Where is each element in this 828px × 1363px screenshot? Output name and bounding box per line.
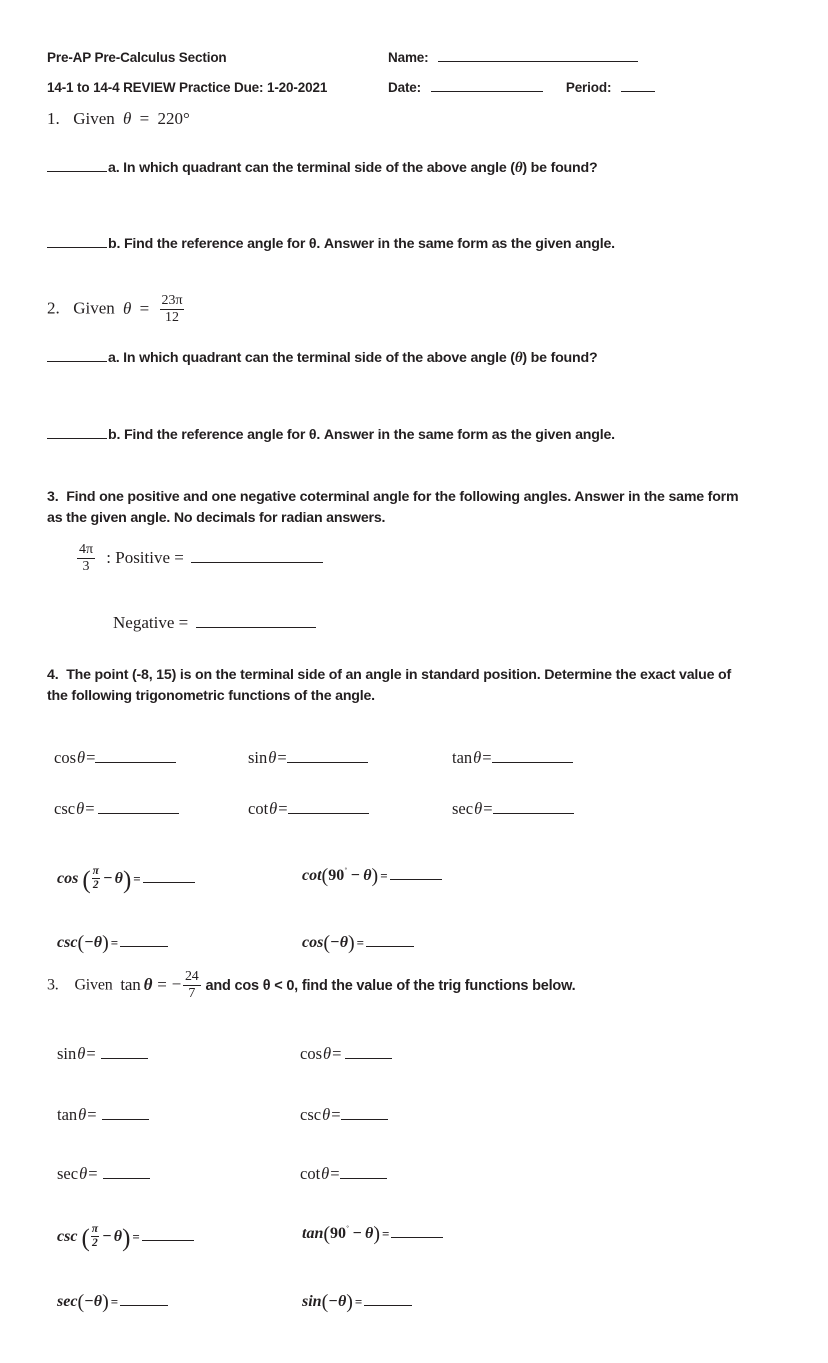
q4-csc-theta: θ (76, 799, 85, 818)
q4-cot-answer-line[interactable] (288, 800, 369, 814)
q4-cof-c-inner: −θ (84, 933, 103, 951)
question-1b-answer-line[interactable] (47, 236, 107, 248)
question-3-prompt-line2: as the given angle. No decimals for radian answers. (47, 509, 386, 526)
question-3-angle-fraction (77, 543, 95, 575)
q4-sec-answer-line[interactable] (493, 800, 574, 814)
question-4-prompt-line2: the following trigonometric functions of the angle. (47, 687, 375, 704)
q5-sec-equals: = (88, 1164, 98, 1183)
q4-tan-theta: θ (473, 748, 482, 767)
q5-cof-a-answer-line[interactable] (142, 1227, 194, 1241)
question-1a-theta: θ (514, 160, 523, 176)
q5-cof-c-func: sec (57, 1292, 78, 1310)
q4-cof-c-equals: = (110, 934, 119, 950)
q4-cof-b-value: 90 (328, 866, 345, 884)
question-3-negative-label: Negative = (113, 613, 189, 632)
q5-cof-b-open-paren: ( (323, 1222, 331, 1245)
question-1-value: 220° (157, 109, 190, 128)
question-2-number: 2. (47, 298, 60, 318)
question-1-equals: = (139, 109, 150, 128)
q4-cos-func: cos (54, 748, 76, 767)
question-4-prompt-line1: The point (-8, 15) is on the terminal side of an angle in standard position. Determine the exact value of (66, 667, 732, 683)
q5-cof-a-func: csc (57, 1227, 78, 1245)
q4-cos-row (54, 748, 176, 768)
q4-sin-answer-line[interactable] (287, 749, 368, 763)
question-1-given (47, 109, 190, 129)
q5-sec-theta: θ (79, 1164, 88, 1183)
q4-cof-b-close-paren: ) (371, 864, 379, 887)
q5-cof-a-fraction (91, 1224, 99, 1249)
q4-cof-a-open-paren: ( (82, 867, 91, 895)
question-2-theta: θ (123, 298, 132, 318)
question-1b (47, 234, 615, 255)
question-2b-answer-line[interactable] (47, 427, 107, 439)
question-2-equals: = (139, 298, 150, 318)
question-2a-answer-line[interactable] (47, 350, 107, 362)
question-3-negative-row (113, 613, 316, 633)
q5-cos-equals: = (332, 1044, 342, 1063)
q4-cof-c-open-paren: ( (77, 931, 85, 954)
q5-cof-a-close-paren: ) (122, 1225, 131, 1253)
q5-cof-d-answer-line[interactable] (364, 1292, 412, 1306)
q5-sec-answer-line[interactable] (103, 1165, 150, 1179)
question-3-negative-answer-line[interactable] (196, 613, 316, 628)
q4-cof-d-open-paren: ( (323, 931, 330, 954)
q4-tan-equals: = (482, 748, 492, 767)
question-5-number: 3. (47, 976, 59, 994)
q4-cof-d-equals: = (356, 934, 365, 950)
q5-cof-c-equals: = (110, 1293, 119, 1309)
question-3-positive-label: : Positive = (106, 547, 184, 567)
question-2-fraction (160, 294, 185, 326)
q4-cof-b-minus: − (350, 866, 361, 884)
q5-sec-func: sec (57, 1164, 79, 1183)
q5-cof-b-close-paren: ) (373, 1222, 381, 1245)
q4-cof-b-answer-line[interactable] (390, 866, 442, 880)
q5-cof-d-open-paren: ( (321, 1290, 329, 1313)
q5-cof-b-answer-line[interactable] (391, 1224, 443, 1238)
q4-cof-b-equals: = (380, 867, 388, 883)
question-2a-theta: θ (514, 350, 523, 366)
q4-csc-equals: = (85, 799, 95, 818)
q5-cot-equals: = (330, 1164, 340, 1183)
q4-sec-theta: θ (474, 799, 483, 818)
q4-cof-c-func: csc (57, 933, 78, 951)
question-2a (47, 348, 597, 370)
q5-sin-row (57, 1044, 148, 1064)
q5-cofunction-csc-complement (57, 1223, 194, 1253)
q5-cos-theta: θ (323, 1044, 332, 1063)
question-3-angle-denominator: 3 (82, 559, 90, 575)
q4-cos-answer-line[interactable] (95, 749, 176, 763)
question-3-number: 3. (47, 489, 59, 505)
question-2a-text: a. In which quadrant can the terminal side of the above angle ( (108, 350, 515, 366)
q4-cof-a-minus: − (102, 869, 113, 887)
q4-csc-func: csc (54, 799, 76, 818)
q5-cof-d-inner: −θ (328, 1292, 347, 1310)
q5-cof-c-open-paren: ( (77, 1290, 85, 1313)
q4-sin-theta: θ (268, 748, 277, 767)
q5-cof-b-minus: − (352, 1224, 363, 1242)
q5-cos-func: cos (300, 1044, 322, 1063)
q4-tan-answer-line[interactable] (492, 749, 573, 763)
question-2b (47, 425, 615, 446)
q4-cofunction-cot-complement (302, 866, 442, 885)
q4-cofunction-cos-complement (57, 865, 195, 895)
q5-cof-b-theta: θ (365, 1224, 374, 1242)
q4-cof-b-open-paren: ( (321, 864, 329, 887)
q4-sin-func: sin (248, 748, 268, 767)
question-1a-text-end: ) be found? (522, 160, 598, 176)
q4-cof-b-degree: ˚ (344, 866, 348, 878)
q4-cot-func: cot (248, 799, 269, 818)
q5-cof-a-theta: θ (113, 1227, 123, 1245)
date-input-line[interactable] (431, 80, 543, 92)
q5-cof-b-degree: ˚ (346, 1224, 350, 1236)
name-input-line[interactable] (438, 50, 638, 62)
q4-cos-theta: θ (77, 748, 86, 767)
q5-cos-row (300, 1044, 392, 1064)
q5-tan-theta: θ (78, 1105, 87, 1124)
q5-cof-b-value: 90 (330, 1224, 347, 1242)
question-1-theta: θ (123, 109, 132, 128)
q4-sin-row (248, 748, 368, 768)
question-3-prompt-line1: Find one positive and one negative coterminal angle for the following angles. Answer in the same form (66, 489, 739, 505)
q5-cot-answer-line[interactable] (340, 1165, 387, 1179)
q5-cof-d-close-paren: ) (346, 1290, 353, 1313)
q4-cof-a-equals: = (133, 870, 141, 886)
q5-cot-theta: θ (321, 1164, 330, 1183)
q4-cof-b-theta: θ (363, 866, 372, 884)
q4-cof-a-numerator: π (92, 865, 99, 877)
q4-cof-b-func: cot (302, 866, 322, 884)
q4-cof-d-func: cos (302, 933, 324, 951)
question-2b-text: b. Find the reference angle for θ. Answer in the same form as the given angle. (108, 427, 615, 443)
q4-cofunction-csc-negative (57, 933, 168, 952)
question-1-given-word: Given (73, 109, 115, 128)
q5-cofunction-sin-negative (302, 1292, 412, 1311)
q4-sec-func: sec (452, 799, 474, 818)
q5-cof-a-numerator: π (91, 1223, 99, 1235)
q5-cof-d-func: sin (302, 1292, 322, 1310)
q4-tan-row (452, 748, 573, 768)
question-5-numerator: 24 (183, 970, 201, 986)
q5-cot-func: cot (300, 1164, 321, 1183)
question-4-prompt (47, 665, 795, 706)
q5-cos-answer-line[interactable] (345, 1045, 392, 1059)
question-5-given-word: Given (74, 976, 113, 994)
question-3-prompt (47, 487, 792, 528)
question-2-given (47, 294, 186, 326)
question-5-equals: = (157, 974, 167, 994)
q4-cof-d-close-paren: ) (348, 931, 355, 954)
course-line (47, 50, 227, 65)
q4-cot-row (248, 799, 369, 819)
q5-sin-theta: θ (77, 1044, 86, 1063)
q5-csc-theta: θ (322, 1105, 331, 1124)
q4-cof-a-fraction (92, 866, 100, 891)
q5-cof-d-equals: = (354, 1293, 363, 1309)
assignment-line-text: 14-1 to 14-4 REVIEW Practice Due: 1-20-2021 (47, 80, 328, 95)
q5-cof-b-equals: = (382, 1225, 390, 1241)
q5-cof-a-equals: = (132, 1228, 140, 1244)
question-5-tail: and cos θ < 0, find the value of the trig functions below. (205, 977, 576, 994)
q4-sec-row (452, 799, 574, 819)
q4-cos-equals: = (86, 748, 96, 767)
q5-cot-row (300, 1164, 387, 1184)
q4-cof-a-func: cos (57, 869, 79, 887)
question-5-minus: − (171, 974, 181, 994)
question-2-given-word: Given (73, 298, 115, 318)
q5-cof-a-minus: − (102, 1227, 112, 1245)
question-2-denominator: 12 (165, 310, 179, 326)
question-1a-text: a. In which quadrant can the terminal side of the above angle ( (108, 160, 515, 176)
q5-sec-row (57, 1164, 150, 1184)
q4-cof-a-answer-line[interactable] (143, 869, 195, 883)
question-2a-text-end: ) be found? (522, 350, 598, 366)
question-1-number: 1. (47, 109, 60, 128)
q5-cof-c-answer-line[interactable] (120, 1292, 168, 1306)
q5-csc-equals: = (331, 1105, 341, 1124)
assignment-line (47, 80, 327, 95)
q4-cof-a-close-paren: ) (122, 867, 132, 895)
q4-cof-a-theta: θ (114, 869, 123, 887)
question-3-positive-row (75, 543, 323, 575)
q4-tan-func: tan (452, 748, 473, 767)
question-5-func: tan (120, 974, 141, 994)
question-1b-text: b. Find the reference angle for θ. Answer in the same form as the given angle. (108, 236, 615, 252)
q5-cof-c-inner: −θ (84, 1292, 103, 1310)
question-4-number: 4. (47, 667, 59, 683)
q4-cofunction-cos-negative (302, 933, 414, 952)
q5-sin-equals: = (86, 1044, 96, 1063)
date-label: Date: (388, 80, 422, 96)
q4-cot-equals: = (278, 799, 288, 818)
question-5-fraction (183, 970, 201, 1002)
q5-cofunction-sec-negative (57, 1292, 168, 1311)
name-field-row (388, 50, 638, 65)
q5-csc-answer-line[interactable] (341, 1106, 388, 1120)
question-2-numerator: 23π (160, 294, 185, 310)
q5-sin-func: sin (57, 1044, 77, 1063)
question-5-theta: θ (143, 974, 153, 994)
q5-csc-row (300, 1105, 388, 1125)
q5-cof-b-func: tan (302, 1224, 324, 1242)
question-5-prompt (47, 970, 575, 1002)
date-period-row (388, 80, 655, 95)
q5-cof-c-close-paren: ) (102, 1290, 109, 1313)
question-1a-answer-line[interactable] (47, 160, 107, 172)
q4-cof-c-close-paren: ) (102, 931, 109, 954)
question-3-angle-numerator: 4π (77, 543, 95, 559)
q5-cof-a-denominator: 2 (92, 1236, 98, 1249)
q4-csc-answer-line[interactable] (98, 800, 179, 814)
q4-cof-c-answer-line[interactable] (120, 933, 168, 947)
q5-sin-answer-line[interactable] (101, 1045, 148, 1059)
q4-cof-d-answer-line[interactable] (366, 933, 414, 947)
q5-tan-equals: = (87, 1105, 97, 1124)
q5-tan-func: tan (57, 1105, 78, 1124)
period-input-line[interactable] (621, 80, 655, 92)
q4-cof-a-denominator: 2 (92, 878, 99, 891)
q4-csc-row (54, 799, 179, 819)
q5-tan-answer-line[interactable] (102, 1106, 149, 1120)
period-label: Period: (565, 80, 612, 96)
q5-cof-a-open-paren: ( (81, 1225, 90, 1253)
course-line-text: Pre-AP Pre-Calculus Section (47, 50, 227, 65)
question-3-positive-answer-line[interactable] (191, 548, 323, 563)
question-1a (47, 158, 597, 180)
q5-cofunction-tan-complement (302, 1224, 443, 1243)
q4-cof-d-inner: −θ (330, 933, 348, 951)
q4-cot-theta: θ (269, 799, 278, 818)
q5-csc-func: csc (300, 1105, 322, 1124)
q5-tan-row (57, 1105, 149, 1125)
question-5-denominator: 7 (188, 986, 196, 1002)
q4-sec-equals: = (483, 799, 493, 818)
q4-sin-equals: = (277, 748, 287, 767)
name-label: Name: (388, 50, 429, 66)
